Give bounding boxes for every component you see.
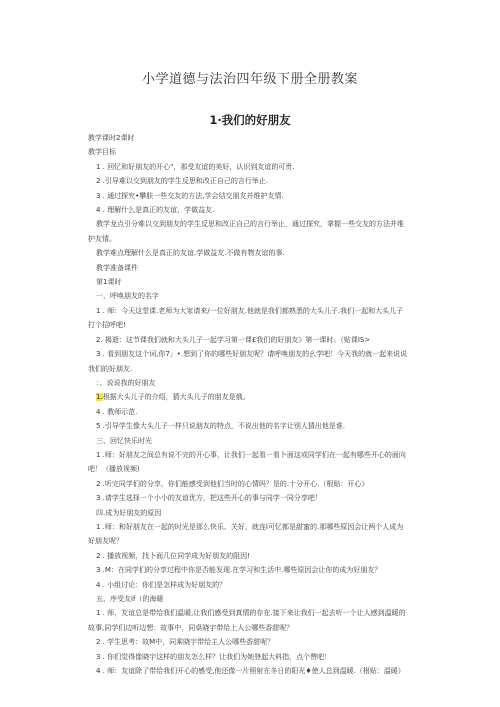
line-text: 3 .请学生选择一个小小的友谊优方，把这些开心的事与同学一同分享吧！ [96,494,322,503]
paragraph-line [88,434,410,448]
paragraph-line [88,261,410,275]
paragraph-line [88,578,410,592]
paragraph-line [88,520,410,549]
line-text: 根据大头儿子的介绍，猜大头儿子的朋友是俄。 [102,393,250,402]
line-text: ：、说说我的好朋友 [96,378,156,387]
paragraph-line [88,448,410,477]
paragraph-line [88,592,410,606]
line-text: 教学准备课件 [96,263,138,272]
line-text: 4 . 理解什么是真正的友谊，学做益友. [96,206,215,215]
paragraph-line [88,419,410,433]
line-text: 1 . 师，友谊总是带给我们温暖,让我们感受到真情的存在.接下来让我们一起去听一个让人感到温暖的故事,同学们边听边想：故事中，同桌晓宇带给上人公哪些香甜呢？ [88,609,406,632]
line-text: 1 .师：好朋友之间总有说不完的开心事，让我们一起看一看卜面这或同学们在一起有哪些开心的面向吧！（播放视频) [88,450,406,474]
paragraph-line [88,347,410,376]
document-body [88,131,410,678]
line-text: 1 .师：和好朋友在一起的时光是那么快乐、关好，就连I可忆都是甜蜜的.那哪些原因会让两个人成为好朋友呢？ [88,522,404,546]
line-text: 四.成为好朋友的原因 [96,508,162,517]
paragraph-line [88,477,410,491]
line-text: 4 . 教师示范. [96,407,138,416]
line-text: 1 . 回忆和好朋友的开心"，那受友谊的美好，认识到友谊的可贵. [96,162,295,171]
paragraph-line [88,563,410,577]
paragraph-line [88,506,410,520]
paragraph-line [88,203,410,217]
line-text: 一、呼唤朋友的名字 [96,292,159,301]
line-text: 3 . 看到朋友这个词,你7」•.想到了你的哪些好朋友呢？请呼唤朋友的幺学吧！今天我的就一起来说说我们的好朋友. [88,350,408,373]
paragraph-line [88,304,410,333]
paragraph-line [88,246,410,260]
paragraph-line [88,275,410,289]
line-text: 2 . 学生思考：故M中，同乘晓宇带给主人公哪些香甜呢？ [96,638,275,647]
line-text: 教学龙点引分难以交到朋友的学生反思和改正自己的言行举止，通过探究，掌握一些交友的方法并维护友情。 [88,220,404,243]
paragraph-line [88,174,410,188]
paragraph-line [88,333,410,347]
paragraph-line [88,189,410,203]
paragraph-line [88,664,410,678]
paragraph-line [88,606,410,635]
line-text: 2. 揭逝：这节课我们就和大头儿子一起学习第一课£我们的好朋友》第一课时。（贴课IS> [96,335,371,344]
paragraph-line [88,405,410,419]
line-text: 4 . 师：友谊除了带给我们开心的感受,他还像一片照射在冬日的阳光♦使人总到温暖.（根贴：温暖） [96,667,405,676]
highlighted-number: 1. [96,393,103,402]
line-text: 5 .引导学生像大头儿子一样只说朋友的特点，不说出他的名字让别人猜出他是谁. [96,422,346,431]
paragraph-line [88,491,410,505]
line-text: 教学难点理解什么是真正的友谊.学做益友.不做有物友谊的事. [96,249,285,258]
line-text: 2 .听完同学们的分享，你们能感受到他们当时的心情吗？是的.十分开心.（根贴：开心》 [96,479,369,488]
paragraph-line [88,549,410,563]
line-text: 4 . 小组讨论：你们是怎样成为好朋友的？ [96,580,227,589]
paragraph-line [88,289,410,303]
line-text: 第1课时 [96,278,122,287]
line-text: 三、回忆快乐时光 [96,436,152,445]
line-text: 3 . 通过探究•攀肤一些交友的方法,学会结交朋友并维护友情. [96,191,284,200]
line-text: 3 . 你们觉得像晓宇这样的朋友怎么样？让我们为她登起大料指，点个赞吧！ [96,652,332,661]
line-text: 教学目标 [88,148,116,157]
line-text: 2 . 播放视频，找卜面几位同学成为好朋友的阻因! [96,551,250,560]
line-text: 3 .M：在同学们的分享过程中你是否能发现.在学习和生活中.哪些原因会让你的成为好朋友？ [96,566,382,575]
paragraph-line [88,131,410,145]
paragraph-line [88,160,410,174]
paragraph-line [88,376,410,390]
paragraph-line [88,390,410,404]
paragraph-line [88,635,410,649]
document-title: 小学道德与法治四年级下册全册教案 [141,72,358,87]
lesson-title: 1·我们的好朋友 [209,113,291,127]
line-text: 2 .引导难以交到朋友的学生反思和改正自己的言行举止. [96,177,269,186]
line-text: 五、序受友if（的海暖 [96,595,164,603]
paragraph-line [88,650,410,664]
paragraph-line [88,145,410,159]
line-text: 1 . 师：今天这堂课.老师为大家请来/一位好朋友.他就是我们都熟悉的大头儿子.我们一起和大头儿子打个招呼吧! [88,306,404,330]
line-text: 教学课时2课时 [88,134,135,142]
paragraph-line [88,217,410,246]
